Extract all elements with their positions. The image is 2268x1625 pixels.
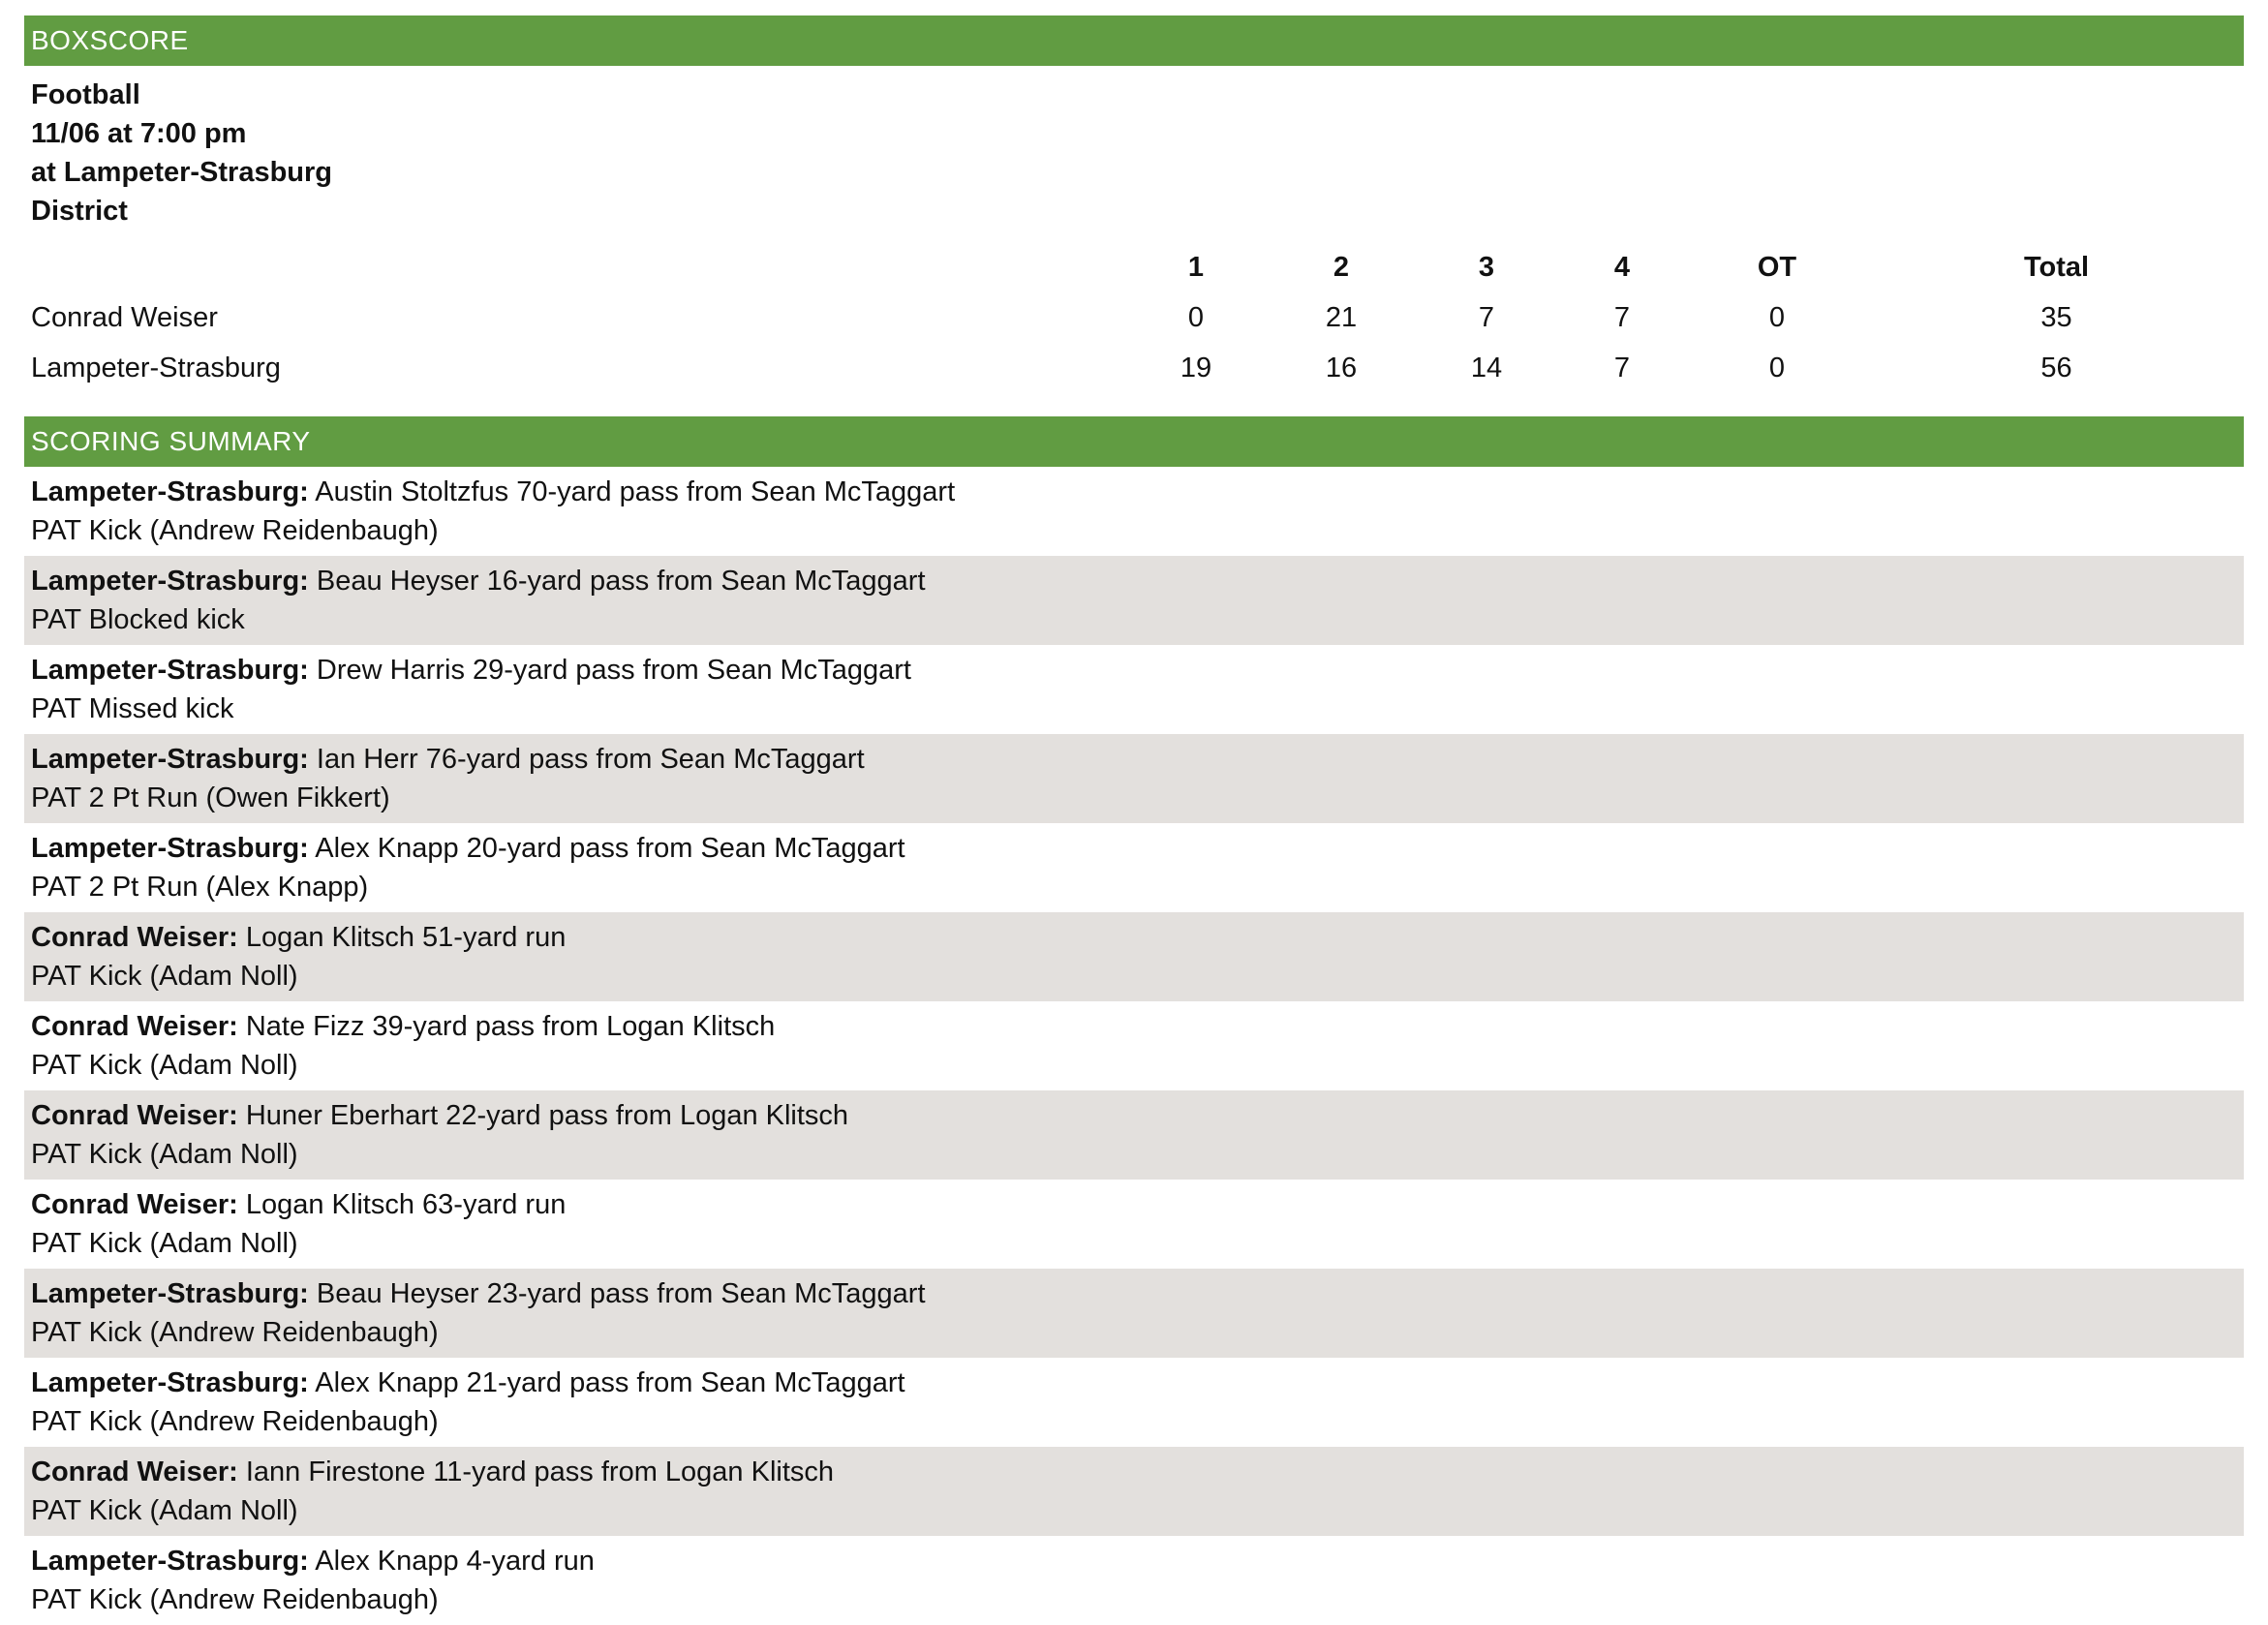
- score-cell: 16: [1325, 352, 1358, 383]
- pat-result: PAT Blocked kick: [31, 604, 245, 635]
- scoring-team: Lampeter-Strasburg:: [31, 1546, 309, 1577]
- pat-result: PAT Kick (Adam Noll): [31, 961, 298, 992]
- score-cell: 14: [1470, 352, 1503, 383]
- score-cell: 0: [1187, 301, 1205, 333]
- score-table: [24, 242, 2244, 393]
- play-description: Huner Eberhart 22-yard pass from Logan Klitsch: [245, 1100, 849, 1131]
- boxscore-header: BOXSCORE: [24, 15, 2244, 66]
- game-location: at Lampeter-Strasburg: [31, 157, 333, 188]
- scoring-play: [24, 467, 2244, 556]
- play-description: Iann Firestone 11-yard pass from Logan Klitsch: [245, 1456, 835, 1487]
- score-cell: 7: [1613, 352, 1631, 383]
- scoring-team: Lampeter-Strasburg:: [31, 1278, 309, 1309]
- pat-result: PAT Kick (Andrew Reidenbaugh): [31, 1317, 439, 1348]
- game-datetime: 11/06 at 7:00 pm: [31, 118, 247, 149]
- scoring-team: Conrad Weiser:: [31, 1011, 238, 1042]
- play-description: Logan Klitsch 63-yard run: [245, 1189, 567, 1220]
- column-header: 4: [1613, 251, 1631, 283]
- scoring-team: Lampeter-Strasburg:: [31, 1367, 309, 1398]
- column-header: 2: [1333, 251, 1350, 283]
- play-description: Alex Knapp 4-yard run: [315, 1546, 595, 1577]
- total-score-cell: 35: [2040, 301, 2072, 333]
- scoring-play: [24, 912, 2244, 1001]
- scoring-play: [24, 1536, 2244, 1625]
- team-name: Lampeter-Strasburg: [31, 352, 281, 383]
- team-score-row: [24, 343, 2244, 393]
- team-score-row: [24, 292, 2244, 343]
- scoring-play: [24, 734, 2244, 823]
- boxscore-page: [24, 15, 2244, 1625]
- column-header: 3: [1478, 251, 1495, 283]
- pat-result: PAT Kick (Andrew Reidenbaugh): [31, 515, 439, 546]
- pat-result: PAT Kick (Andrew Reidenbaugh): [31, 1584, 439, 1615]
- column-header: Total: [2023, 251, 2090, 283]
- team-column-header: [24, 242, 1123, 292]
- total-score-cell: 56: [2040, 352, 2072, 383]
- play-description: Alex Knapp 21-yard pass from Sean McTaggart: [315, 1367, 905, 1398]
- score-header-row: [24, 242, 2244, 292]
- pat-result: PAT Kick (Andrew Reidenbaugh): [31, 1406, 439, 1437]
- play-description: Alex Knapp 20-yard pass from Sean McTaggart: [315, 833, 905, 864]
- scoring-play: [24, 1001, 2244, 1090]
- pat-result: PAT 2 Pt Run (Owen Fikkert): [31, 782, 390, 813]
- scoring-play: [24, 1090, 2244, 1180]
- column-header: 1: [1187, 251, 1205, 283]
- score-cell: 0: [1768, 352, 1786, 383]
- scoring-team: Lampeter-Strasburg:: [31, 566, 309, 597]
- scoring-team: Conrad Weiser:: [31, 1100, 238, 1131]
- scoring-summary-list: [24, 467, 2244, 1625]
- pat-result: PAT Missed kick: [31, 693, 234, 724]
- scoring-play: [24, 1358, 2244, 1447]
- scoring-play: [24, 1269, 2244, 1358]
- column-header: OT: [1757, 251, 1797, 283]
- game-info: [24, 66, 2244, 230]
- pat-result: PAT 2 Pt Run (Alex Knapp): [31, 872, 369, 903]
- scoring-team: Lampeter-Strasburg:: [31, 833, 309, 864]
- scoring-play: [24, 1447, 2244, 1536]
- score-cell: 0: [1768, 301, 1786, 333]
- score-cell: 21: [1325, 301, 1358, 333]
- play-description: Drew Harris 29-yard pass from Sean McTaggart: [316, 655, 911, 686]
- scoring-play: [24, 556, 2244, 645]
- pat-result: PAT Kick (Adam Noll): [31, 1139, 298, 1170]
- scoring-play: [24, 823, 2244, 912]
- score-cell: 7: [1478, 301, 1495, 333]
- play-description: Ian Herr 76-yard pass from Sean McTaggart: [316, 744, 865, 775]
- play-description: Beau Heyser 16-yard pass from Sean McTaggart: [316, 566, 926, 597]
- play-description: Logan Klitsch 51-yard run: [245, 922, 567, 953]
- scoring-play: [24, 1180, 2244, 1269]
- scoring-team: Lampeter-Strasburg:: [31, 655, 309, 686]
- score-cell: 19: [1180, 352, 1212, 383]
- pat-result: PAT Kick (Adam Noll): [31, 1050, 298, 1081]
- scoring-team: Conrad Weiser:: [31, 1456, 238, 1487]
- scoring-summary-header: SCORING SUMMARY: [24, 416, 2244, 467]
- scoring-team: Lampeter-Strasburg:: [31, 744, 309, 775]
- scoring-team: Conrad Weiser:: [31, 1189, 238, 1220]
- team-name: Conrad Weiser: [31, 301, 218, 333]
- scoring-team: Conrad Weiser:: [31, 922, 238, 953]
- play-description: Austin Stoltzfus 70-yard pass from Sean McTaggart: [315, 476, 956, 507]
- pat-result: PAT Kick (Adam Noll): [31, 1228, 298, 1259]
- sport-label: Football: [31, 79, 140, 110]
- game-type: District: [31, 196, 128, 227]
- play-description: Nate Fizz 39-yard pass from Logan Klitsch: [245, 1011, 776, 1042]
- play-description: Beau Heyser 23-yard pass from Sean McTaggart: [316, 1278, 926, 1309]
- scoring-team: Lampeter-Strasburg:: [31, 476, 309, 507]
- pat-result: PAT Kick (Adam Noll): [31, 1495, 298, 1526]
- score-cell: 7: [1613, 301, 1631, 333]
- scoring-play: [24, 645, 2244, 734]
